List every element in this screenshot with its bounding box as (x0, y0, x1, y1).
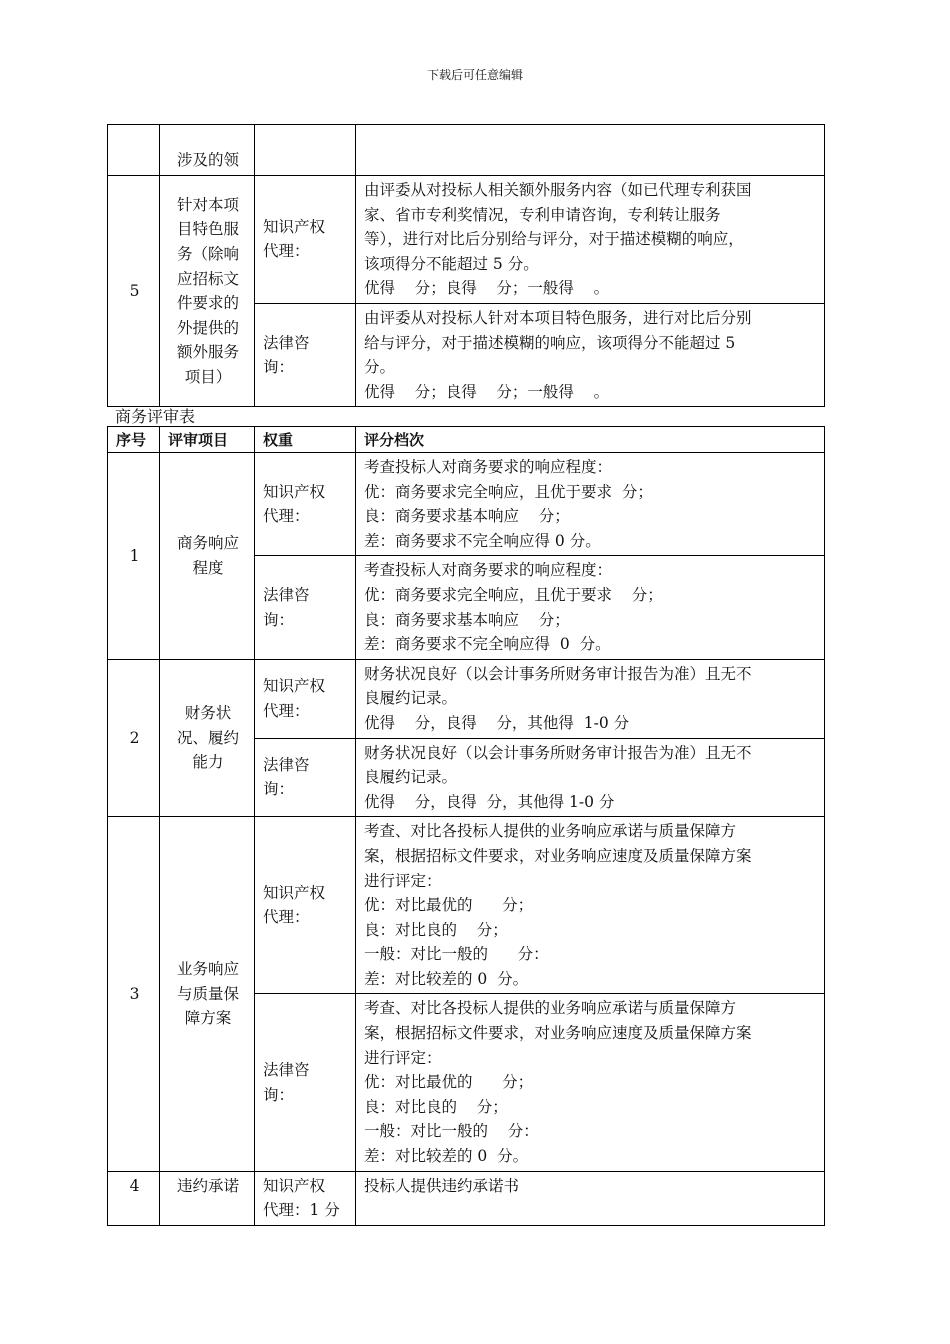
cell-no-1: 1 (108, 453, 160, 660)
cell-item-2: 财务状 况、履约 能力 (160, 659, 255, 817)
cell-criteria-4: 投标人提供违约承诺书 (356, 1171, 825, 1225)
page-header: 下载后可任意编辑 (426, 68, 523, 82)
cell-criteria-5-legal: 由评委从对投标人针对本项目特色服务，进行对比后分别 给与评分，对于描述模糊的响应，该项得分不能超过 5 分。 优得 分；良得 分；一般得 。 (356, 303, 825, 406)
cell-weight-1-legal: 法律咨 询： (255, 556, 356, 659)
header-weight: 权重 (255, 427, 356, 453)
cell-weight-5-ip: 知识产权 代理： (255, 176, 356, 304)
cell-criteria-continued (356, 125, 825, 176)
cell-weight-5-legal: 法律咨 询： (255, 303, 356, 406)
cell-no-4: 4 (108, 1171, 160, 1225)
cell-item-5: 针对本项 目特色服 务（除响 应招标文 件要求的 外提供的 额外服务 项目） (160, 176, 255, 407)
table-row-1-ip (108, 453, 825, 556)
cell-weight-2-legal: 法律咨 询： (255, 738, 356, 817)
table-row-continued (108, 125, 825, 176)
business-evaluation-table (107, 426, 825, 1226)
cell-item-3: 业务响应 与质量保 障方案 (160, 817, 255, 1171)
cell-no-continued (108, 125, 160, 176)
cell-weight-2-ip: 知识产权 代理： (255, 659, 356, 738)
table-row-4 (108, 1171, 825, 1225)
table-row-5-ip (108, 176, 825, 304)
cell-criteria-5-ip: 由评委从对投标人相关额外服务内容（如已代理专利获国 家、省市专利奖情况，专利申请咨询，专利转让服务 等），进行对比后分别给与评分，对于描述模糊的响应， 该项得分不能超过 5 分。 优得 分；良得 分；一般得 。 (356, 176, 825, 304)
header-criteria: 评分档次 (356, 427, 825, 453)
cell-criteria-1-ip: 考查投标人对商务要求的响应程度： 优：商务要求完全响应，且优于要求 分； 良：商务要求基本响应 分； 差：商务要求不完全响应得 0 分。 (356, 453, 825, 556)
cell-criteria-3-legal: 考查、对比各投标人提供的业务响应承诺与质量保障方 案，根据招标文件要求，对业务响应速度及质量保障方案 进行评定： 优：对比最优的 分； 良：对比良的 分； 一般：对比一般的 分： 差：对比较差的 0 分。 (356, 994, 825, 1171)
cell-weight-1-ip: 知识产权 代理： (255, 453, 356, 556)
cell-no-2: 2 (108, 659, 160, 817)
cell-weight-4: 知识产权 代理：1 分 (255, 1171, 356, 1225)
cell-criteria-3-ip: 考查、对比各投标人提供的业务响应承诺与质量保障方 案，根据招标文件要求，对业务响应速度及质量保障方案 进行评定： 优：对比最优的 分； 良：对比良的 分； 一般：对比一般的 分： 差：对比较差的 0 分。 (356, 817, 825, 994)
evaluation-table-continued (107, 124, 825, 407)
section-title: 商务评审表 (115, 407, 196, 426)
cell-weight-3-legal: 法律咨 询： (255, 994, 356, 1171)
cell-criteria-2-legal: 财务状况良好（以会计事务所财务审计报告为准）且无不 良履约记录。 优得 分，良得 分，其他得 1-0 分 (356, 738, 825, 817)
cell-criteria-2-ip: 财务状况良好（以会计事务所财务审计报告为准）且无不 良履约记录。 优得 分，良得 分，其他得 1-0 分 (356, 659, 825, 738)
table-row-2-ip (108, 659, 825, 738)
header-no: 序号 (108, 427, 160, 453)
cell-no-3: 3 (108, 817, 160, 1171)
cell-no-5: 5 (108, 176, 160, 407)
header-item: 评审项目 (160, 427, 255, 453)
cell-item-1: 商务响应 程度 (160, 453, 255, 660)
cell-item-continued: 涉及的领 (160, 125, 255, 176)
cell-weight-3-ip: 知识产权 代理： (255, 817, 356, 994)
cell-weight-continued (255, 125, 356, 176)
cell-item-4: 违约承诺 (160, 1171, 255, 1225)
cell-criteria-1-legal: 考查投标人对商务要求的响应程度： 优：商务要求完全响应，且优于要求 分； 良：商务要求基本响应 分； 差：商务要求不完全响应得 0 分。 (356, 556, 825, 659)
table-row-3-ip (108, 817, 825, 994)
table-header-row (108, 427, 825, 453)
